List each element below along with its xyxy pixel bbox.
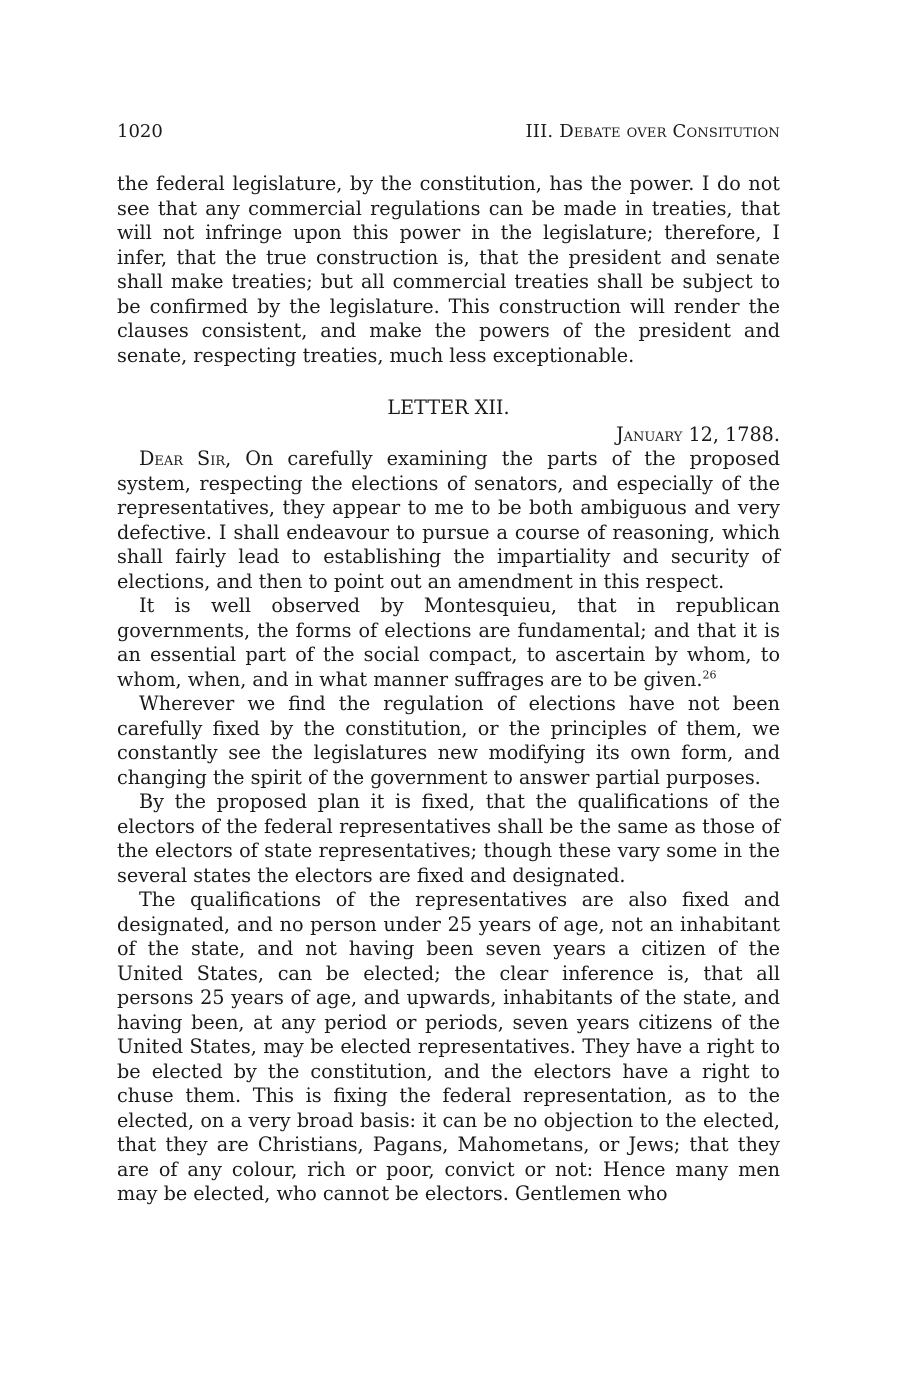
salutation: Dear Sir [139,447,226,470]
paragraph-5: The qualifications of the representatives are also fixed and designated, and no person under 25 years of age, not an inhabitant of the state, and not having been seven years a citizen of the United States, can be elected; the clear inference is, that all persons 25 years of age, and upwards, inhabitants of the state, and having been, at any period or periods, seven years citizens of the United States, may be elected representatives. They have a right to be elected by the constitution, and the electors have a right to chuse them. This is fixing the federal representation, as to the elected, on a very broad basis: it can be no objection to the elected, that they are Christians, Pagans, Mahometans, or Jews; that they are of any colour, rich or poor, convict or not: Hence many men may be elected, who cannot be electors. Gentlemen who [117,888,780,1205]
paragraph-2-text: It is well observed by Montesquieu, that in republican governments, the forms of elections are fundamental; and that it is an essential part of the social compact, to ascertain by whom, to whom, when, and in what manner suffrages are to be given. [117,594,780,691]
page-number: 1020 [117,121,163,142]
paragraph-3: Wherever we find the regulation of elections have not been carefully fixed by the constitution, or the principles of them, we constantly see the legislatures new modifying its own form, and changing the spirit of the government to answer partial purposes. [117,692,780,789]
paragraph-2 [117,594,780,692]
paragraph-1-text: , On carefully examining the parts of the proposed system, respecting the elections of senators, and especially of the representatives, they appear to me to be both ambiguous and very defective. I shall endeavour to pursue a course of reasoning, which shall fairly lead to establishing the impartiality and security of elections, and then to point out an amendment in this respect. [117,447,780,593]
book-page [117,120,780,1207]
running-head [117,120,780,144]
continuation-paragraph: the federal legislature, by the constitution, has the power. I do not see that any commercial regulations can be made in treaties, that will not infringe upon this power in the legislature; therefore, I infer, that the true construction is, that the president and senate shall make treaties; but all commercial treaties shall be subject to be confirmed by the legislature. This construction will render the clauses consistent, and make the powers of the president and senate, respecting treaties, much less exceptionable. [117,172,780,367]
paragraph-1 [117,447,780,594]
dateline-month: January [615,422,683,446]
letter-dateline [117,423,780,448]
footnote-reference: 26 [702,668,717,682]
paragraph-4: By the proposed plan it is fixed, that the qualifications of the electors of the federal representatives shall be the same as those of the electors of state representatives; though these vary some in the several states the electors are fixed and designated. [117,790,780,887]
dateline-day-year: 12, 1788. [682,422,780,446]
letter-heading: LETTER XII. [387,396,510,419]
running-title: III. Debate over Consitution [525,121,780,142]
